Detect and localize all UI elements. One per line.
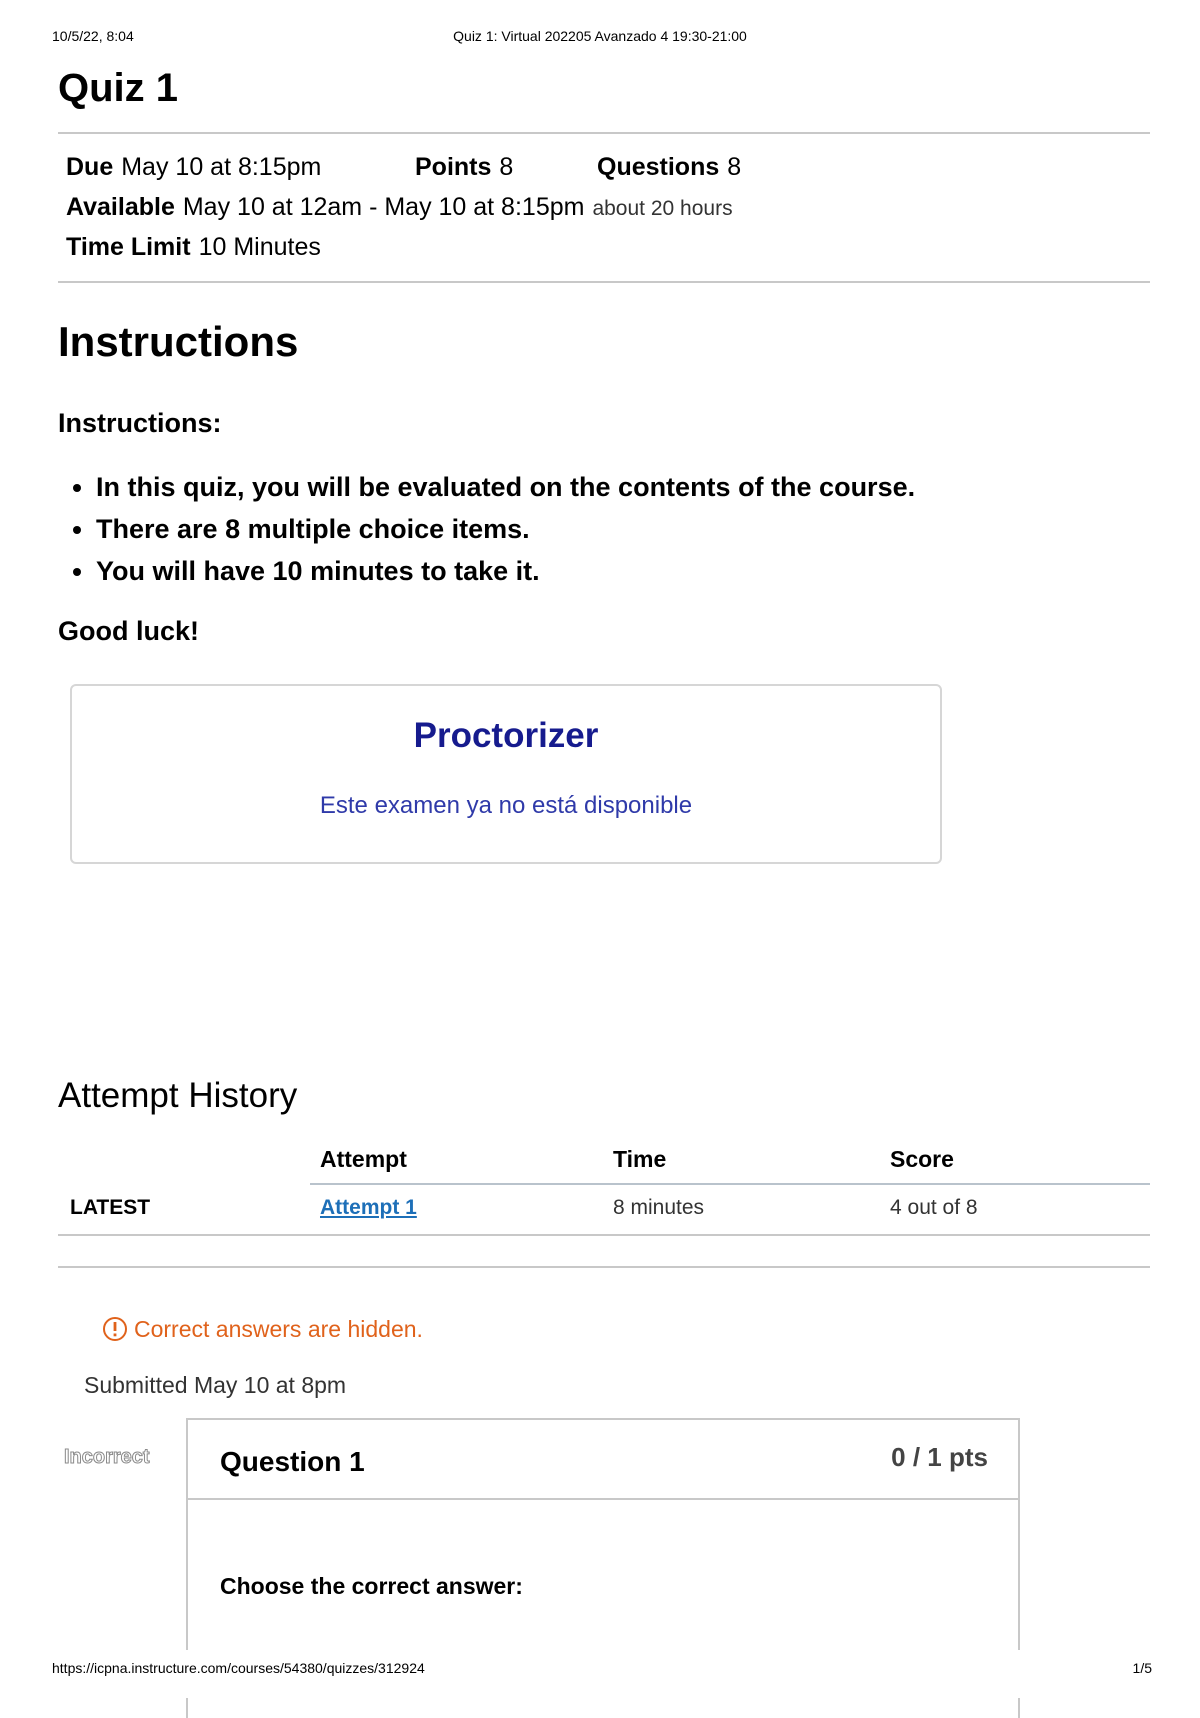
points-value: 8: [499, 153, 514, 181]
divider: [58, 281, 1150, 283]
questions-value: 8: [727, 153, 742, 181]
print-title: Quiz 1: Virtual 202205 Avanzado 4 19:30-21:00: [453, 28, 747, 44]
attempt-history-heading: Attempt History: [58, 1076, 298, 1115]
print-footer: [0, 1650, 1200, 1698]
list-item: In this quiz, you will be evaluated on the contents of the course.: [70, 466, 915, 508]
question-points: 0 / 1 pts: [891, 1442, 988, 1472]
exclamation-circle-icon: [102, 1316, 128, 1342]
good-luck-text: Good luck!: [58, 616, 199, 646]
instructions-list: [70, 466, 915, 592]
available-label: Available: [66, 193, 175, 221]
latest-label: LATEST: [70, 1196, 151, 1219]
table-row: [58, 1185, 1150, 1235]
time-limit-label: Time Limit: [66, 233, 191, 261]
correct-answers-hidden-notice: Correct answers are hidden.: [134, 1316, 423, 1342]
incorrect-badge: Incorrect: [64, 1446, 150, 1468]
submitted-text: Submitted May 10 at 8pm: [84, 1372, 347, 1398]
divider: [58, 1234, 1150, 1236]
print-url: https://icpna.instructure.com/courses/54380/quizzes/312924: [52, 1660, 425, 1676]
available-value: May 10 at 12am - May 10 at 8:15pm: [182, 193, 585, 221]
questions-label: Questions: [597, 153, 720, 181]
question-header-divider: [188, 1498, 1018, 1500]
column-header-time: Time: [613, 1146, 667, 1172]
instructions-heading: Instructions: [58, 318, 299, 365]
attempt-score: 4 out of 8: [890, 1196, 978, 1219]
proctorizer-title: Proctorizer: [413, 716, 599, 755]
proctorizer-panel: [70, 684, 942, 864]
divider: [58, 1266, 1150, 1268]
column-header-attempt: Attempt: [320, 1146, 407, 1172]
points-label: Points: [415, 153, 492, 181]
instructions-subheading: Instructions:: [58, 408, 222, 438]
time-limit-value: 10 Minutes: [198, 233, 321, 261]
print-datetime: 10/5/22, 8:04: [52, 28, 134, 44]
page-title: Quiz 1: [58, 66, 179, 110]
list-item: There are 8 multiple choice items.: [70, 508, 915, 550]
available-row: [66, 193, 733, 222]
list-item: You will have 10 minutes to take it.: [70, 550, 915, 592]
available-note: about 20 hours: [592, 197, 733, 220]
attempt-1-link[interactable]: Attempt 1: [320, 1196, 417, 1219]
page-number: 1/5: [1132, 1660, 1152, 1676]
points-row: [415, 153, 513, 182]
divider: [58, 132, 1150, 134]
question-title: Question 1: [220, 1446, 365, 1477]
attempt-time: 8 minutes: [613, 1196, 705, 1219]
due-row: [66, 153, 321, 182]
proctorizer-message: Este examen ya no está disponible: [319, 792, 693, 819]
question-prompt: Choose the correct answer:: [220, 1573, 523, 1599]
time-limit-row: [66, 233, 321, 262]
due-value: May 10 at 8:15pm: [121, 153, 322, 181]
column-header-score: Score: [890, 1146, 954, 1172]
due-label: Due: [66, 153, 114, 181]
questions-row: [597, 153, 741, 182]
